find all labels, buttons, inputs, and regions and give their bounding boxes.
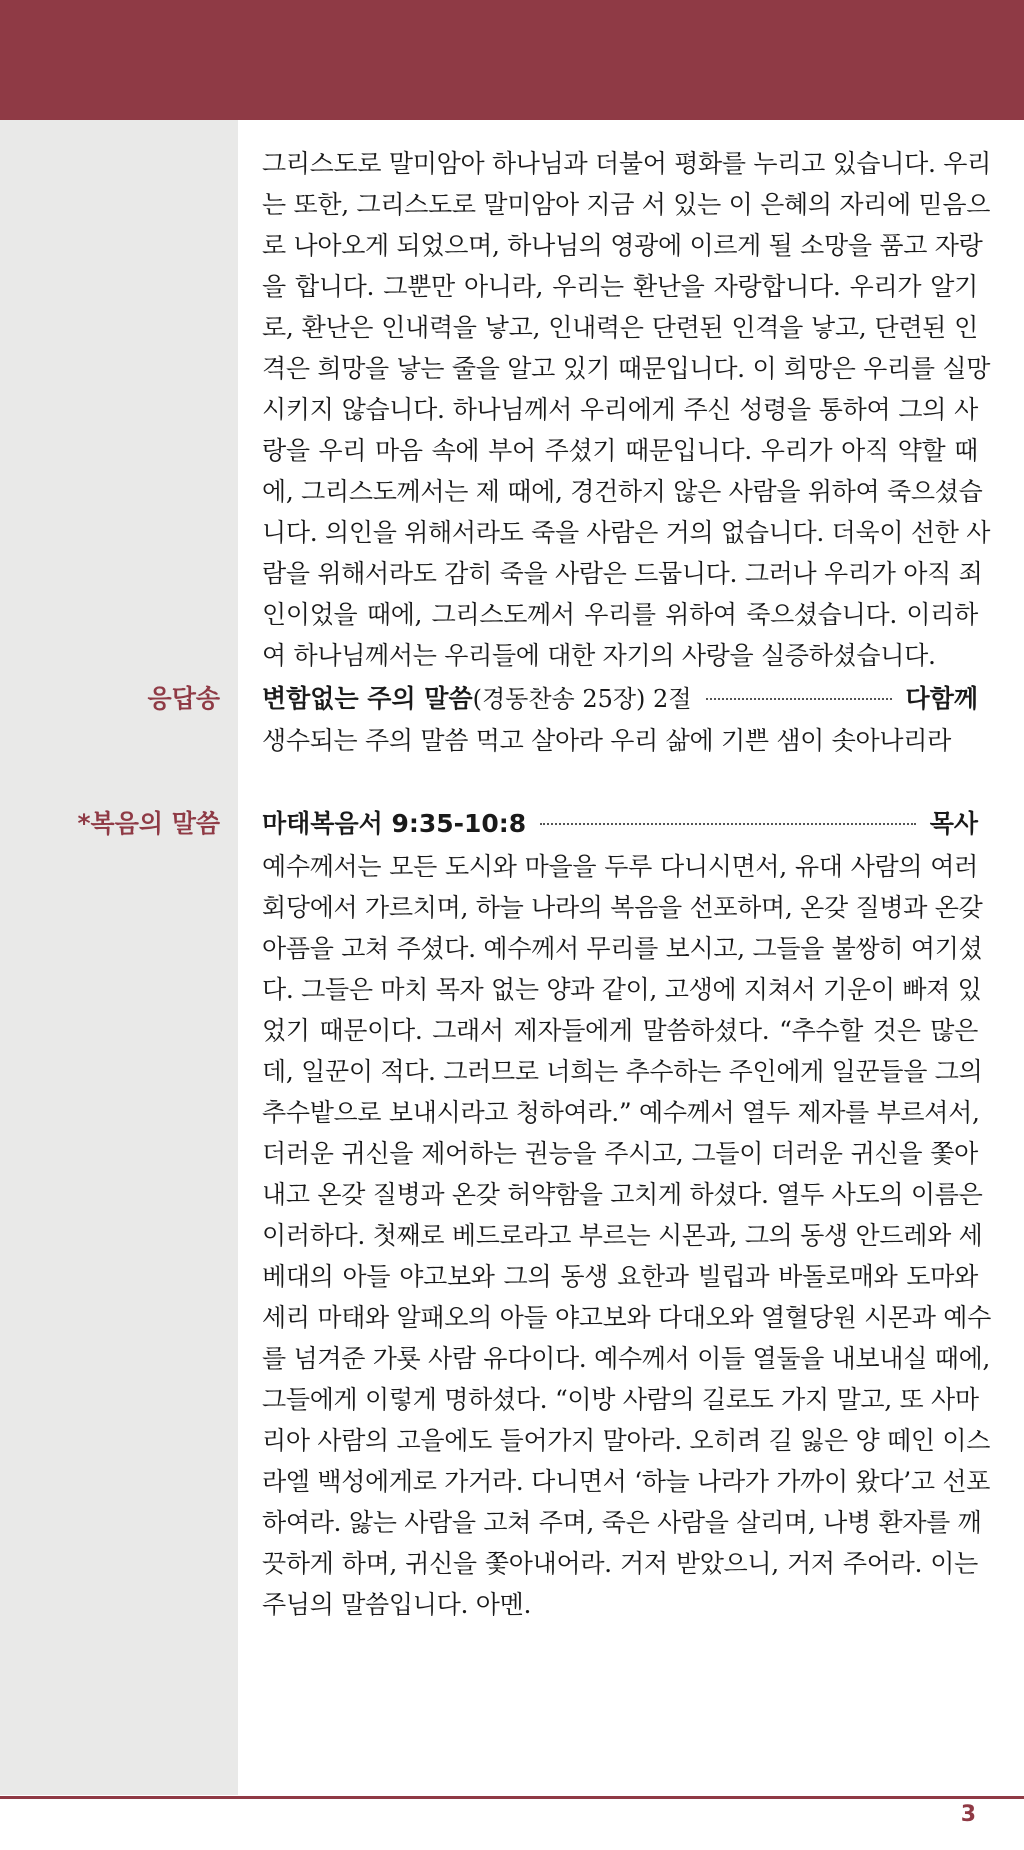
passage-line: 는 또한, 그리스도로 말미암아 지금 서 있는 이 은혜의 자리에 믿음으 <box>262 190 991 219</box>
passage-line: 격은 희망을 낳는 줄을 알고 있기 때문입니다. 이 희망은 우리를 실망 <box>262 354 991 383</box>
passage-line: 을 합니다. 그뿐만 아니라, 우리는 환난을 자랑합니다. 우리가 알기 <box>262 272 978 301</box>
footer-rule <box>0 1796 1024 1799</box>
gospel-line: 추수밭으로 보내시라고 청하여라.” 예수께서 열두 제자를 부르셔서, <box>262 1098 980 1127</box>
passage-line: 로 나아오게 되었으며, 하나님의 영광에 이르게 될 소망을 품고 자랑 <box>262 231 983 260</box>
dotted-leader <box>706 698 892 700</box>
passage-line: 그리스도로 말미암아 하나님과 더불어 평화를 누리고 있습니다. 우리 <box>262 149 991 178</box>
passage-line: 에, 그리스도께서는 제 때에, 경건하지 않은 사람을 위하여 죽으셨습 <box>262 477 983 506</box>
gospel-reader: 목사 <box>929 809 978 838</box>
response-song-subtitle: (경동찬송 25장) 2절 <box>472 685 692 713</box>
page-number: 3 <box>960 1802 976 1827</box>
response-song-label: 응답송 <box>147 684 220 713</box>
gospel-line: 었기 때문이다. 그래서 제자들에게 말씀하셨다. “추수할 것은 많은 <box>262 1016 978 1045</box>
passage-line: 인이었을 때에, 그리스도께서 우리를 위하여 죽으셨습니다. 이리하 <box>262 600 978 629</box>
header-band <box>0 0 1024 120</box>
gospel-line: 세리 마태와 알패오의 아들 야고보와 다대오와 열혈당원 시몬과 예수 <box>262 1303 991 1332</box>
passage-line: 시키지 않습니다. 하나님께서 우리에게 주신 성령을 통하여 그의 사 <box>262 395 978 424</box>
gospel-reference: 마태복음서 9:35-10:8 <box>262 809 527 838</box>
passage-line: 로, 환난은 인내력을 낳고, 인내력은 단련된 인격을 낳고, 단련된 인 <box>262 313 978 342</box>
passage-line: 니다. 의인을 위해서라도 죽을 사람은 거의 없습니다. 더욱이 선한 사 <box>262 518 991 547</box>
gospel-line: 예수께서는 모든 도시와 마을을 두루 다니시면서, 유대 사람의 여러 <box>262 852 978 881</box>
gospel-line: 주님의 말씀입니다. 아멘. <box>262 1590 532 1619</box>
passage-line: 람을 위해서라도 감히 죽을 사람은 드뭅니다. 그러나 우리가 아직 죄 <box>262 559 983 588</box>
gospel-line: 하여라. 앓는 사람을 고쳐 주며, 죽은 사람을 살리며, 나병 환자를 깨 <box>262 1508 982 1537</box>
gospel-line: 그들에게 이렇게 명하셨다. “이방 사람의 길로도 가지 말고, 또 사마 <box>262 1385 979 1414</box>
response-song-heading <box>262 683 978 715</box>
gospel-line: 리아 사람의 고을에도 들어가지 말아라. 오히려 길 잃은 양 떼인 이스 <box>262 1426 991 1455</box>
gospel-line: 이러하다. 첫째로 베드로라고 부르는 시몬과, 그의 동생 안드레와 세 <box>262 1221 983 1250</box>
response-song-lyrics: 생수되는 주의 말씀 먹고 살아라 우리 삶에 기쁜 샘이 솟아나리라 <box>262 726 951 755</box>
gospel-heading <box>262 808 978 840</box>
gospel-line: 더러운 귀신을 제어하는 권능을 주시고, 그들이 더러운 귀신을 쫓아 <box>262 1139 978 1168</box>
gospel-line: 데, 일꾼이 적다. 그러므로 너희는 추수하는 주인에게 일꾼들을 그의 <box>262 1057 983 1086</box>
gospel-label: *복음의 말씀 <box>77 809 220 838</box>
gospel-line: 회당에서 가르치며, 하늘 나라의 복음을 선포하며, 온갖 질병과 온갖 <box>262 893 983 922</box>
gospel-line: 끗하게 하며, 귀신을 쫓아내어라. 거저 받았으니, 거저 주어라. 이는 <box>262 1549 978 1578</box>
gospel-line: 를 넘겨준 가룟 사람 유다이다. 예수께서 이들 열둘을 내보내실 때에, <box>262 1344 991 1373</box>
left-margin-column <box>0 120 238 1795</box>
response-song-title: 변함없는 주의 말씀 <box>262 684 473 713</box>
gospel-line: 베대의 아들 야고보와 그의 동생 요한과 빌립과 바돌로매와 도마와 <box>262 1262 978 1291</box>
passage-line: 여 하나님께서는 우리들에 대한 자기의 사랑을 실증하셨습니다. <box>262 641 936 670</box>
gospel-line: 아픔을 고쳐 주셨다. 예수께서 무리를 보시고, 그들을 불쌍히 여기셨 <box>262 934 983 963</box>
gospel-line: 라엘 백성에게로 가거라. 다니면서 ‘하늘 나라가 가까이 왔다’고 선포 <box>262 1467 991 1496</box>
gospel-line: 내고 온갖 질병과 온갖 허약함을 고치게 하셨다. 열두 사도의 이름은 <box>262 1180 983 1209</box>
passage-line: 랑을 우리 마음 속에 부어 주셨기 때문입니다. 우리가 아직 약할 때 <box>262 436 978 465</box>
response-song-performer: 다함께 <box>905 684 978 713</box>
dotted-leader <box>540 823 915 825</box>
gospel-line: 다. 그들은 마치 목자 없는 양과 같이, 고생에 지쳐서 기운이 빠져 있 <box>262 975 982 1004</box>
